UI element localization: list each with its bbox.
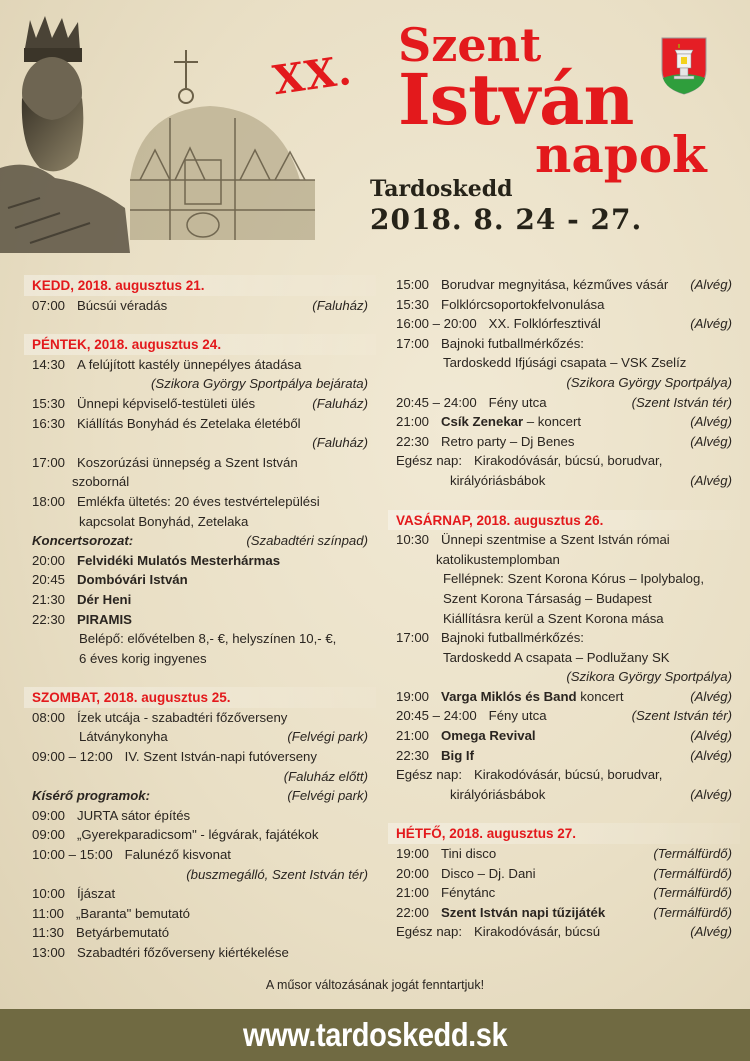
event-time: 10:30 <box>396 532 430 548</box>
event-row <box>32 825 368 845</box>
event-title: Kirakodóvásár, búcsú <box>473 924 601 940</box>
ticket-info: Belépő: elővételben 8,- €, helyszínen 10,- €, <box>79 631 337 647</box>
title-line-napok: napok <box>535 125 707 184</box>
event-row <box>396 726 732 746</box>
event-time: 19:00 <box>396 688 430 704</box>
event-venue: (Faluház) <box>312 435 368 451</box>
event-row <box>396 706 732 726</box>
event-title <box>441 687 690 707</box>
concert-series-heading <box>32 531 368 551</box>
event-time: 22:00 <box>396 904 430 920</box>
event-time: 20:00 <box>32 552 66 568</box>
event-title: Falunéző kisvonat <box>124 847 231 863</box>
concert-row <box>32 590 368 610</box>
day-heading-kedd: KEDD, 2018. augusztus 21. <box>24 275 376 296</box>
event-row-continued <box>32 727 368 747</box>
event-title: Borudvar megnyitása, kézműves vásár <box>441 277 669 292</box>
schedule-left-column <box>32 275 368 963</box>
event-time: 18:00 <box>32 493 66 509</box>
event-title: Ízek utcája - szabadtéri főzőverseny <box>77 709 288 725</box>
event-row <box>32 884 368 904</box>
event-venue: (Faluház előtt) <box>283 768 368 784</box>
event-title: Retro party – Dj Benes <box>441 433 575 449</box>
event-detail: Fellépnek: Szent Korona Kórus – Ipolybalog, <box>443 571 704 587</box>
event-row <box>396 746 732 766</box>
day-heading-szombat: SZOMBAT, 2018. augusztus 25. <box>24 687 376 708</box>
event-time: 15:00 <box>396 277 430 292</box>
event-row-continued <box>396 471 732 491</box>
day-heading-pentek: PÉNTEK, 2018. augusztus 24. <box>24 334 376 355</box>
event-title: Fénytánc <box>441 885 496 901</box>
event-venue: (Alvég) <box>690 277 732 292</box>
event-time: 21:00 <box>396 414 430 430</box>
event-title: Kirakodóvásár, búcsú, borudvar, <box>473 767 663 783</box>
event-row <box>396 432 732 452</box>
event-venue: (Faluház) <box>312 297 368 313</box>
event-row <box>32 845 368 865</box>
performer-name: Varga Miklós és Band <box>441 688 577 704</box>
event-row <box>396 922 732 942</box>
hero-banner <box>0 0 750 258</box>
event-title: „Baranta" bemutató <box>76 905 190 921</box>
event-row <box>32 806 368 826</box>
event-title: IV. Szent István-napi futóverseny <box>124 749 317 765</box>
event-title-continued: kapcsolat Bonyhád, Zetelaka <box>79 513 249 529</box>
event-time: 20:45 <box>32 572 66 588</box>
day-heading-vasarnap: VASÁRNAP, 2018. augusztus 26. <box>388 510 740 531</box>
concert-series-label: Koncertsorozat: <box>32 533 134 549</box>
event-time: 22:30 <box>396 433 430 449</box>
event-venue: (Szikora György Sportpálya) <box>566 669 732 685</box>
event-venue: (Alvég) <box>690 728 732 744</box>
event-time: 15:30 <box>396 296 430 312</box>
event-title-continued: királyóriásbábok <box>450 472 546 488</box>
event-time: 22:30 <box>396 747 430 763</box>
event-row <box>32 492 368 512</box>
event-title: Fény utca <box>488 708 547 724</box>
event-venue: (Szent István tér) <box>631 708 732 724</box>
event-venue: (Szent István tér) <box>631 394 732 410</box>
event-time: Egész nap: <box>396 453 462 469</box>
event-title-continued: Tardoskedd Ifjúsági csapata – VSK Zselíz <box>443 355 687 371</box>
event-row <box>396 864 732 884</box>
event-title-continued: szobornál <box>72 474 130 490</box>
event-row <box>396 412 732 432</box>
event-title: Kirakodóvásár, búcsú, borudvar, <box>473 453 663 469</box>
event-venue: (Alvég) <box>690 414 732 430</box>
side-programs-label: Kísérő programok: <box>32 788 150 804</box>
event-venue: (buszmegálló, Szent István tér) <box>186 866 368 882</box>
ticket-info-free: 6 éves korig ingyenes <box>79 650 207 666</box>
title-line-istvan: István <box>398 58 634 141</box>
event-time: 11:00 <box>32 905 65 921</box>
event-title: Búcsúi véradás <box>77 297 168 313</box>
side-programs-venue: (Felvégi park) <box>287 788 368 804</box>
event-venue: (Alvég) <box>690 786 732 802</box>
event-title: Szent István napi tűzijáték <box>441 904 606 920</box>
event-title: Disco – Dj. Dani <box>441 865 536 881</box>
concert-row <box>32 570 368 590</box>
side-programs-heading <box>32 786 368 806</box>
event-detail: Kiállításra kerül a Szent Korona mása <box>443 610 664 626</box>
concert-row <box>32 610 368 630</box>
event-title: Dombóvári István <box>77 572 188 588</box>
event-venue: (Faluház) <box>312 395 368 411</box>
event-row-continued <box>396 785 732 805</box>
event-title: JURTA sátor építés <box>77 807 191 823</box>
event-row <box>396 393 732 413</box>
event-title: Kiállítás Bonyhád és Zetelaka életéből <box>77 415 301 431</box>
event-venue: (Alvég) <box>690 747 732 763</box>
event-time: 20:45 – 24:00 <box>396 394 477 410</box>
event-time: 17:00 <box>396 335 430 351</box>
program-change-notice: A műsor változásának jogát fenntartjuk! <box>265 978 485 992</box>
event-row <box>396 314 732 334</box>
event-title: Dér Heni <box>77 591 132 607</box>
event-venue: (Felvégi park) <box>287 729 368 745</box>
event-title: Emlékfa ültetés: 20 éves testvértelepülési <box>77 493 320 509</box>
event-time: 08:00 <box>32 709 66 725</box>
event-row <box>32 355 368 375</box>
event-title: Ünnepi képviselő-testületi ülés <box>77 395 256 411</box>
event-row <box>396 883 732 903</box>
event-time: 09:00 <box>32 827 66 843</box>
event-time: 20:00 <box>396 865 430 881</box>
event-row <box>396 844 732 864</box>
event-title: Koszorúzási ünnepség a Szent István <box>77 454 298 470</box>
event-title-continued: királyóriásbábok <box>450 786 546 802</box>
event-title: PIRAMIS <box>77 611 132 627</box>
event-time: 21:30 <box>32 591 66 607</box>
event-row <box>32 414 368 434</box>
event-venue: (Alvég) <box>690 433 732 449</box>
event-row <box>396 334 732 354</box>
event-title: XX. Folklórfesztivál <box>488 316 601 332</box>
event-title-suffix: koncert <box>576 688 624 704</box>
event-title: Betyárbemutató <box>76 925 170 941</box>
event-title: Felvidéki Mulatós Mesterhármas <box>77 552 281 568</box>
event-row <box>32 296 368 316</box>
event-time: Egész nap: <box>396 767 462 783</box>
event-row <box>396 275 732 295</box>
concert-series-venue: (Szabadtéri színpad) <box>246 533 368 549</box>
event-title-suffix: – koncert <box>523 414 582 430</box>
event-time: 09:00 <box>32 807 66 823</box>
event-row <box>396 295 732 315</box>
day-heading-hetfo: HÉTFŐ, 2018. augusztus 27. <box>388 823 740 844</box>
event-time: 17:00 <box>32 454 66 470</box>
event-title: „Gyerekparadicsom" - légvárak, fajátékok <box>77 827 319 843</box>
event-row <box>396 903 732 923</box>
event-time: 16:30 <box>32 415 66 431</box>
event-venue: (Termálfürdő) <box>653 904 732 920</box>
event-time: Egész nap: <box>396 924 462 940</box>
event-venue: (Alvég) <box>690 924 732 940</box>
event-venue: (Termálfürdő) <box>653 885 732 901</box>
event-time: 19:00 <box>396 846 430 862</box>
concert-row <box>32 551 368 571</box>
event-row <box>32 453 368 473</box>
event-title: Íjászat <box>77 886 116 902</box>
event-time: 20:45 – 24:00 <box>396 708 477 724</box>
event-row <box>396 765 732 785</box>
event-title: A felújított kastély ünnepélyes átadása <box>77 356 302 372</box>
event-title: Bajnoki futballmérkőzés: <box>441 630 584 646</box>
event-time: 22:30 <box>32 611 66 627</box>
event-time: 10:00 <box>32 886 66 902</box>
event-time: 14:30 <box>32 356 66 372</box>
coat-of-arms-icon <box>660 36 708 96</box>
event-title: Szabadtéri főzőverseny kiértékelése <box>77 945 289 960</box>
event-row <box>32 708 368 728</box>
event-detail: Szent Korona Társaság – Budapest <box>443 590 652 606</box>
event-title <box>441 412 690 432</box>
event-title-continued: Látványkonyha <box>79 729 168 745</box>
event-row <box>396 451 732 471</box>
event-title: Omega Revival <box>441 728 536 744</box>
event-row <box>396 628 732 648</box>
event-time: 21:00 <box>396 885 430 901</box>
event-title: Bajnoki futballmérkőzés: <box>441 335 584 351</box>
event-row <box>32 943 368 963</box>
performer-name: Csík Zenekar <box>441 414 524 430</box>
event-venue: (Alvég) <box>690 688 732 704</box>
event-row <box>32 904 368 924</box>
event-title: Ünnepi szentmise a Szent István római <box>441 532 670 548</box>
event-venue: (Alvég) <box>690 316 732 332</box>
event-venue: (Termálfürdő) <box>653 846 732 862</box>
event-venue: (Szikora György Sportpálya) <box>566 374 732 390</box>
event-time: 21:00 <box>396 728 430 744</box>
event-title: Big If <box>441 747 474 763</box>
event-time: 11:30 <box>32 925 65 941</box>
event-time: 16:00 – 20:00 <box>396 316 477 332</box>
event-time: 10:00 – 15:00 <box>32 847 113 863</box>
website-link[interactable]: www.tardoskedd.sk <box>242 1016 508 1053</box>
event-time: 13:00 <box>32 945 66 960</box>
event-time: 17:00 <box>396 630 430 646</box>
event-title-continued: katolikustemplomban <box>436 551 560 567</box>
festival-dates: 2018. 8. 24 - 27. <box>370 203 643 236</box>
event-row <box>32 394 368 414</box>
footer-bar <box>0 1009 750 1061</box>
event-title: Tini disco <box>441 846 497 862</box>
event-venue: (Alvég) <box>690 472 732 488</box>
event-row <box>396 530 732 550</box>
event-title: Folklórcsoportokfelvonulása <box>441 296 605 312</box>
town-name: Tardoskedd <box>370 176 513 202</box>
event-venue: (Termálfürdő) <box>653 865 732 881</box>
event-title: Fény utca <box>488 394 547 410</box>
event-time: 15:30 <box>32 395 66 411</box>
title-edition-number: XX. <box>270 46 355 105</box>
event-row <box>32 747 368 767</box>
event-row <box>32 923 368 943</box>
schedule-right-column <box>396 275 732 942</box>
event-row <box>396 687 732 707</box>
event-venue: (Szikora György Sportpálya bejárata) <box>151 376 368 392</box>
event-time: 07:00 <box>32 297 66 313</box>
title-line-szent: Szent <box>398 18 542 72</box>
event-time: 09:00 – 12:00 <box>32 749 113 765</box>
event-title-continued: Tardoskedd A csapata – Podlužany SK <box>443 649 670 665</box>
